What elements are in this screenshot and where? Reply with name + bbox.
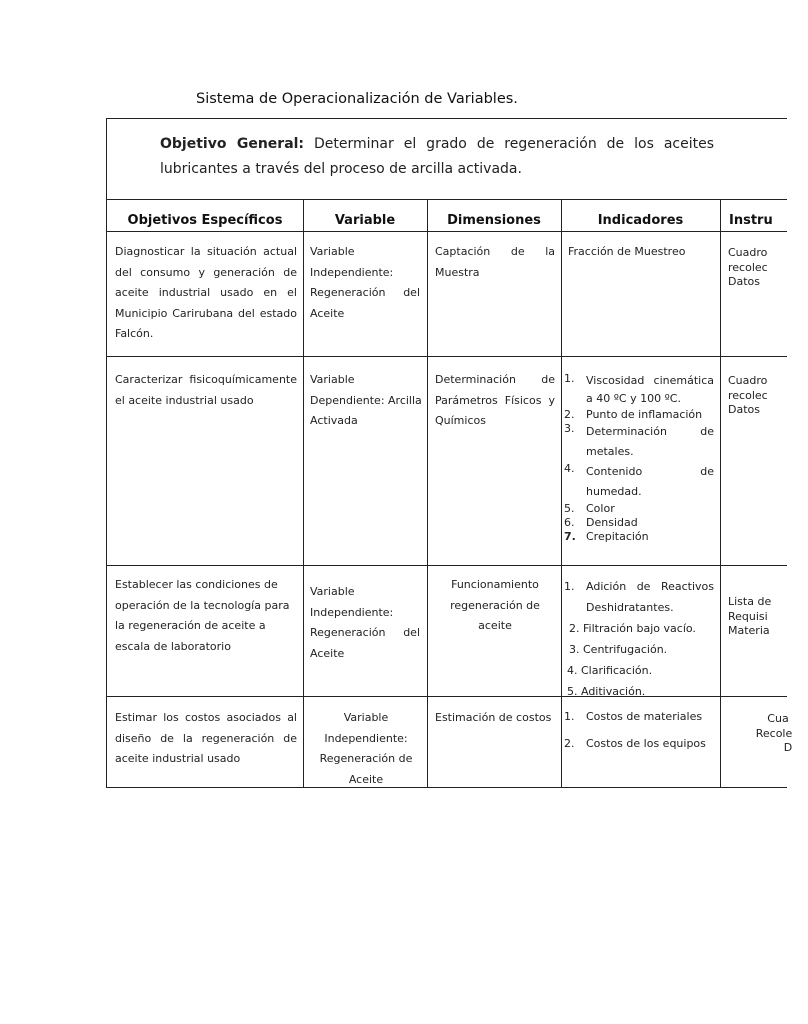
row4-instrumento-line: D — [783, 741, 793, 754]
indicator-text: Punto de inflamación — [586, 408, 703, 421]
indicator-text: Crepitación — [586, 530, 649, 543]
row2-objetivo: Caracterizar fisicoquímicamente el aceite industrial usado — [115, 373, 297, 407]
row4-instrumento-line: Recole — [755, 726, 793, 740]
row1-variable: Variable Independiente: Regeneración del Aceite — [310, 245, 420, 320]
indicator-text: 4. Clarificación. — [567, 664, 653, 677]
indicator-number: 6. — [564, 516, 575, 529]
row2-instrumento-line: Datos — [728, 403, 760, 416]
header-dimensiones: Dimensiones — [447, 213, 541, 228]
row4-objetivo: Estimar los costos asociados al diseño de la regeneración de aceite industrial usado — [115, 711, 297, 765]
row2-variable: Variable Dependiente: Arcilla Activada — [310, 373, 422, 427]
general-objective-text: Determinar el grado de regeneración de los aceites lubricantes a través del proceso de arcilla activada. — [160, 136, 715, 177]
row4-variable: Variable Independiente: Regeneración de Aceite — [319, 711, 413, 786]
row2-indicadores — [564, 372, 714, 544]
header-variable: Variable — [334, 213, 396, 228]
indicator-item — [564, 618, 714, 639]
indicator-number: 2. — [564, 408, 575, 421]
indicator-number: 1. — [564, 580, 575, 593]
indicator-text: Densidad — [586, 516, 638, 529]
indicator-number: 2. — [564, 737, 575, 750]
indicator-item — [564, 422, 714, 462]
general-objective-label: Objetivo General: — [160, 136, 305, 152]
indicator-item — [564, 408, 714, 422]
row1-indicador: Fracción de Muestreo — [568, 245, 686, 258]
indicator-item — [564, 502, 714, 516]
indicator-text: 5. Aditivación. — [567, 685, 646, 698]
indicator-number: 1. — [564, 372, 575, 385]
row3-instrumento — [728, 595, 771, 639]
indicator-text: Contenido de humedad. — [586, 465, 714, 498]
indicator-text: 2. Filtración bajo vacío. — [569, 622, 696, 635]
row4-instrumento-line: Cua — [767, 712, 789, 725]
indicator-item — [564, 681, 714, 702]
indicator-item — [564, 660, 714, 681]
row3-dimension: Funcionamiento regeneración de aceite — [450, 578, 540, 632]
row3-indicadores — [564, 576, 714, 702]
row4-instrumento — [728, 712, 808, 756]
row2-dimension: Determinación de Parámetros Físicos y Químicos — [435, 373, 555, 427]
indicator-number: 3. — [564, 422, 575, 435]
row3-objetivo: Establecer las condiciones de operación de la tecnología para la regeneración de aceite a escala de laboratorio — [115, 578, 290, 653]
indicator-text: Costos de los equipos — [586, 737, 706, 750]
row1-instrumento — [728, 246, 768, 290]
row2-instrumento — [728, 374, 768, 418]
document-title: Sistema de Operacionalización de Variables. — [196, 91, 518, 107]
indicator-text: Costos de materiales — [586, 710, 703, 723]
row1-instrumento-line: Cuadro — [728, 246, 768, 259]
row3-instrumento-line: Requisi — [728, 609, 768, 623]
indicator-text: Adición de Reactivos Deshidratantes. — [586, 580, 714, 614]
indicator-item — [564, 516, 714, 530]
row3-instrumento-line: Materia — [728, 624, 770, 637]
indicator-item — [564, 639, 714, 660]
indicator-number: 1. — [564, 710, 575, 723]
indicator-item — [564, 710, 714, 724]
indicator-text: 3. Centrifugación. — [569, 643, 668, 656]
row1-instrumento-line: recolec — [728, 260, 768, 274]
row2-instrumento-line: recolec — [728, 388, 768, 402]
header-objetivos: Objetivos Específicos — [127, 213, 283, 228]
row1-dimension: Captación de la Muestra — [435, 245, 555, 279]
indicator-item — [564, 462, 714, 502]
row3-variable: Variable Independiente: Regeneración del Aceite — [310, 585, 420, 660]
row4-dimension: Estimación de costos — [435, 711, 552, 724]
indicator-item — [564, 530, 714, 544]
indicator-text: Determinación de metales. — [586, 425, 714, 458]
operationalization-table — [106, 118, 793, 788]
general-objective — [160, 132, 714, 182]
indicator-item — [564, 576, 714, 618]
header-indicadores: Indicadores — [597, 213, 684, 228]
indicator-text: Viscosidad cinemática a 40 ºC y 100 ºC. — [586, 374, 714, 405]
row1-instrumento-line: Datos — [728, 275, 760, 288]
row2-instrumento-line: Cuadro — [728, 374, 768, 387]
indicator-text: Color — [586, 502, 615, 515]
header-instrumentos: Instru — [729, 213, 773, 228]
row3-instrumento-line: Lista de — [728, 595, 772, 608]
indicator-number: 7. — [564, 530, 576, 543]
indicator-number: 5. — [564, 502, 575, 515]
indicator-number: 4. — [564, 462, 575, 475]
indicator-item — [564, 737, 714, 751]
indicator-item — [564, 372, 714, 408]
row1-objetivo: Diagnosticar la situación actual del consumo y generación de aceite industrial usado en el Municipio Carirubana del estado Falcón. — [115, 245, 297, 340]
row4-indicadores — [564, 710, 714, 751]
